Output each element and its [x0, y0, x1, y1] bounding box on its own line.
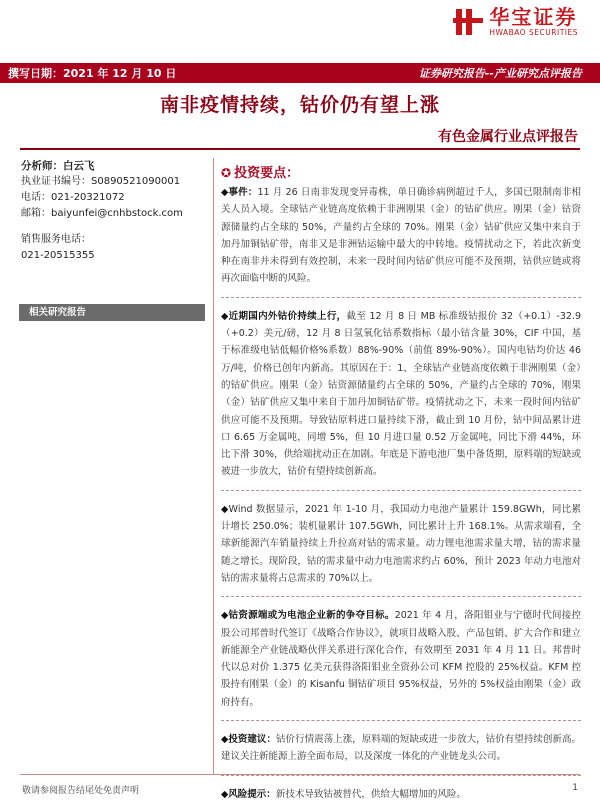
brand-name-en: HWABAO SECURITIES — [489, 28, 578, 37]
point-text: 截至 12 月 8 日 MB 标准级钴报价 32（+0.1）-32.9（+0.2）美元/磅，12 月 8 日氢氧化钴系数指标（最小钴含量 30%，CIF 中国，基于标准级电钴低幅价格%系数）88%-90%（前值 89%-90%）。国内电钴均价达 46 万/吨，价格已创年内新高。其原因在于：1、全球钴产业链高度依赖于非洲刚果（金）的钴矿供应。刚果（金）钴资源储量约占全球的 50%，产量约占全球的 70%，刚果（金）钴矿供应又集中来自于加丹加铜钴矿带。疫情扰动之下，未来一段时间内钴矿供应可能不及预期。导致钴原料进口量持续下滑，截止到 10 月份，钴中间品累计进口 6.65 万金属吨，同增 5%，但 10 月进口量 0.52 万金属吨，同比下滑 44%，环比下滑 30%，供给端扰动正在加剧。年底是下游电池厂集中备货期，原料端的短缺或被进一步放大，钴价有望持续创新高。 — [221, 310, 581, 478]
report-header-bar — [0, 63, 600, 83]
point-paragraph — [221, 731, 581, 766]
logo-mark-icon — [453, 7, 483, 37]
point-lead: ◆投资建议： — [221, 734, 276, 746]
footer-divider — [20, 774, 580, 775]
points-header — [221, 162, 581, 181]
analyst-cert: 执业证书编号：S0890521090001 — [21, 176, 181, 187]
report-title: 南非疫情持续，钴价仍有望上涨 — [159, 94, 440, 116]
analyst-email: 邮箱：baiyunfei@cnhbstock.com — [21, 208, 183, 219]
point-lead: ◆风险提示： — [221, 788, 276, 800]
points-header-label: 投资要点： — [234, 166, 300, 181]
report-category: 证券研究报告--产业研究点评报告 — [418, 67, 582, 80]
analyst-name: 分析师：白云飞 — [21, 160, 95, 172]
point-paragraph — [221, 786, 581, 803]
report-subtitle: 有色金属行业点评报告 — [438, 129, 578, 145]
page-number: 1 — [572, 783, 578, 793]
point-lead: ◆近期国内外钴价持续上行， — [221, 310, 347, 322]
point-text: 2021 年 4 月，洛阳钼业与宁德时代间接控股公司邦普时代签订《战略合作协议》，就项目战略入股、产品包销、扩大合作和建立新能源全产业链战略伙伴关系进行深化合作，有效期至 2031 年 4 月 11 日。邦普时代以总对价 1.375 亿美元获得洛阳钼业全资孙公司 KFM 控股的 25%权益。KFM 控股持有刚果（金）的 Kisanfu 铜钴矿项目 95%权益，另外的 5%权益由刚果（金）政府持有。 — [221, 610, 582, 708]
brand-logo — [453, 6, 578, 38]
point-paragraph — [221, 607, 581, 711]
section-separator — [221, 720, 581, 722]
point-lead: ◆钴资源端或为电池企业新的争夺目标。 — [221, 610, 395, 622]
report-date: 撰写日期：2021 年 12 月 10 日 — [8, 67, 177, 80]
point-text: Wind 数据显示，2021 年 1-10 月，我国动力电池产量累计 159.8GWh，同比累计增长 250.0%；装机量累计 107.5GWh，同比累计上升 168.1%。从需求端看，全球新能源汽车销量持续上升拉高对钴的需求量。动力锂电池需求量大增，钴的需求量随之增长。现阶段，钴的需求量中动力电池需求约占 60%，预计 2023 年动力电池对钴的需求量将占总需求的 70%以上。 — [221, 503, 582, 584]
point-lead: ◆ — [221, 503, 229, 515]
brand-name-cn: 华宝证券 — [489, 5, 578, 29]
point-paragraph — [221, 308, 581, 481]
column-divider — [213, 158, 214, 774]
related-research-tag: 相关研究报告 — [19, 304, 205, 321]
logo-text — [489, 6, 578, 38]
point-paragraph — [221, 184, 581, 288]
section-separator — [221, 596, 581, 598]
analyst-panel — [21, 158, 211, 264]
point-text: 钴价行情震荡上涨，原料端的短缺或进一步放大，钴价有望持续创新高。建议关注新能源上游全面布局，以及深度一体化的产业链龙头公司。 — [221, 734, 581, 763]
sales-phone: 021-20515355 — [21, 250, 95, 261]
sales-label: 销售服务电话： — [21, 234, 91, 245]
title-divider — [20, 148, 580, 150]
analyst-phone: 电话：021-20321072 — [21, 192, 125, 203]
footer-disclaimer: 敬请参阅报告结尾处免责声明 — [22, 786, 140, 796]
investment-points — [221, 162, 581, 812]
section-separator — [221, 490, 581, 492]
star-icon: ✪ — [221, 166, 232, 180]
section-separator — [221, 297, 581, 299]
point-paragraph — [221, 501, 581, 587]
point-text: 新技术导致钴被替代，供给大幅增加的风险。 — [275, 788, 466, 800]
point-text: 11 月 26 日南非发现变异毒株，单日确诊病例超过千人，多国已限制南非相关人员入境。全球钴产业链高度依赖于非洲刚果（金）的钴矿供应。刚果（金）钴资源储量约占全球的 50%，产量约占全球的 70%。刚果（金）钴矿供应又集中来自于加丹加铜钴矿带，南非又是非洲钴运输中最大的中转地。疫情扰动之下，若此次新变种在南非并未得到有效控制，未来一段时间内钴矿供应可能不及预期，钴供应链或将再次面临中断的风险。 — [221, 187, 581, 285]
point-lead: ◆事件： — [221, 187, 258, 198]
